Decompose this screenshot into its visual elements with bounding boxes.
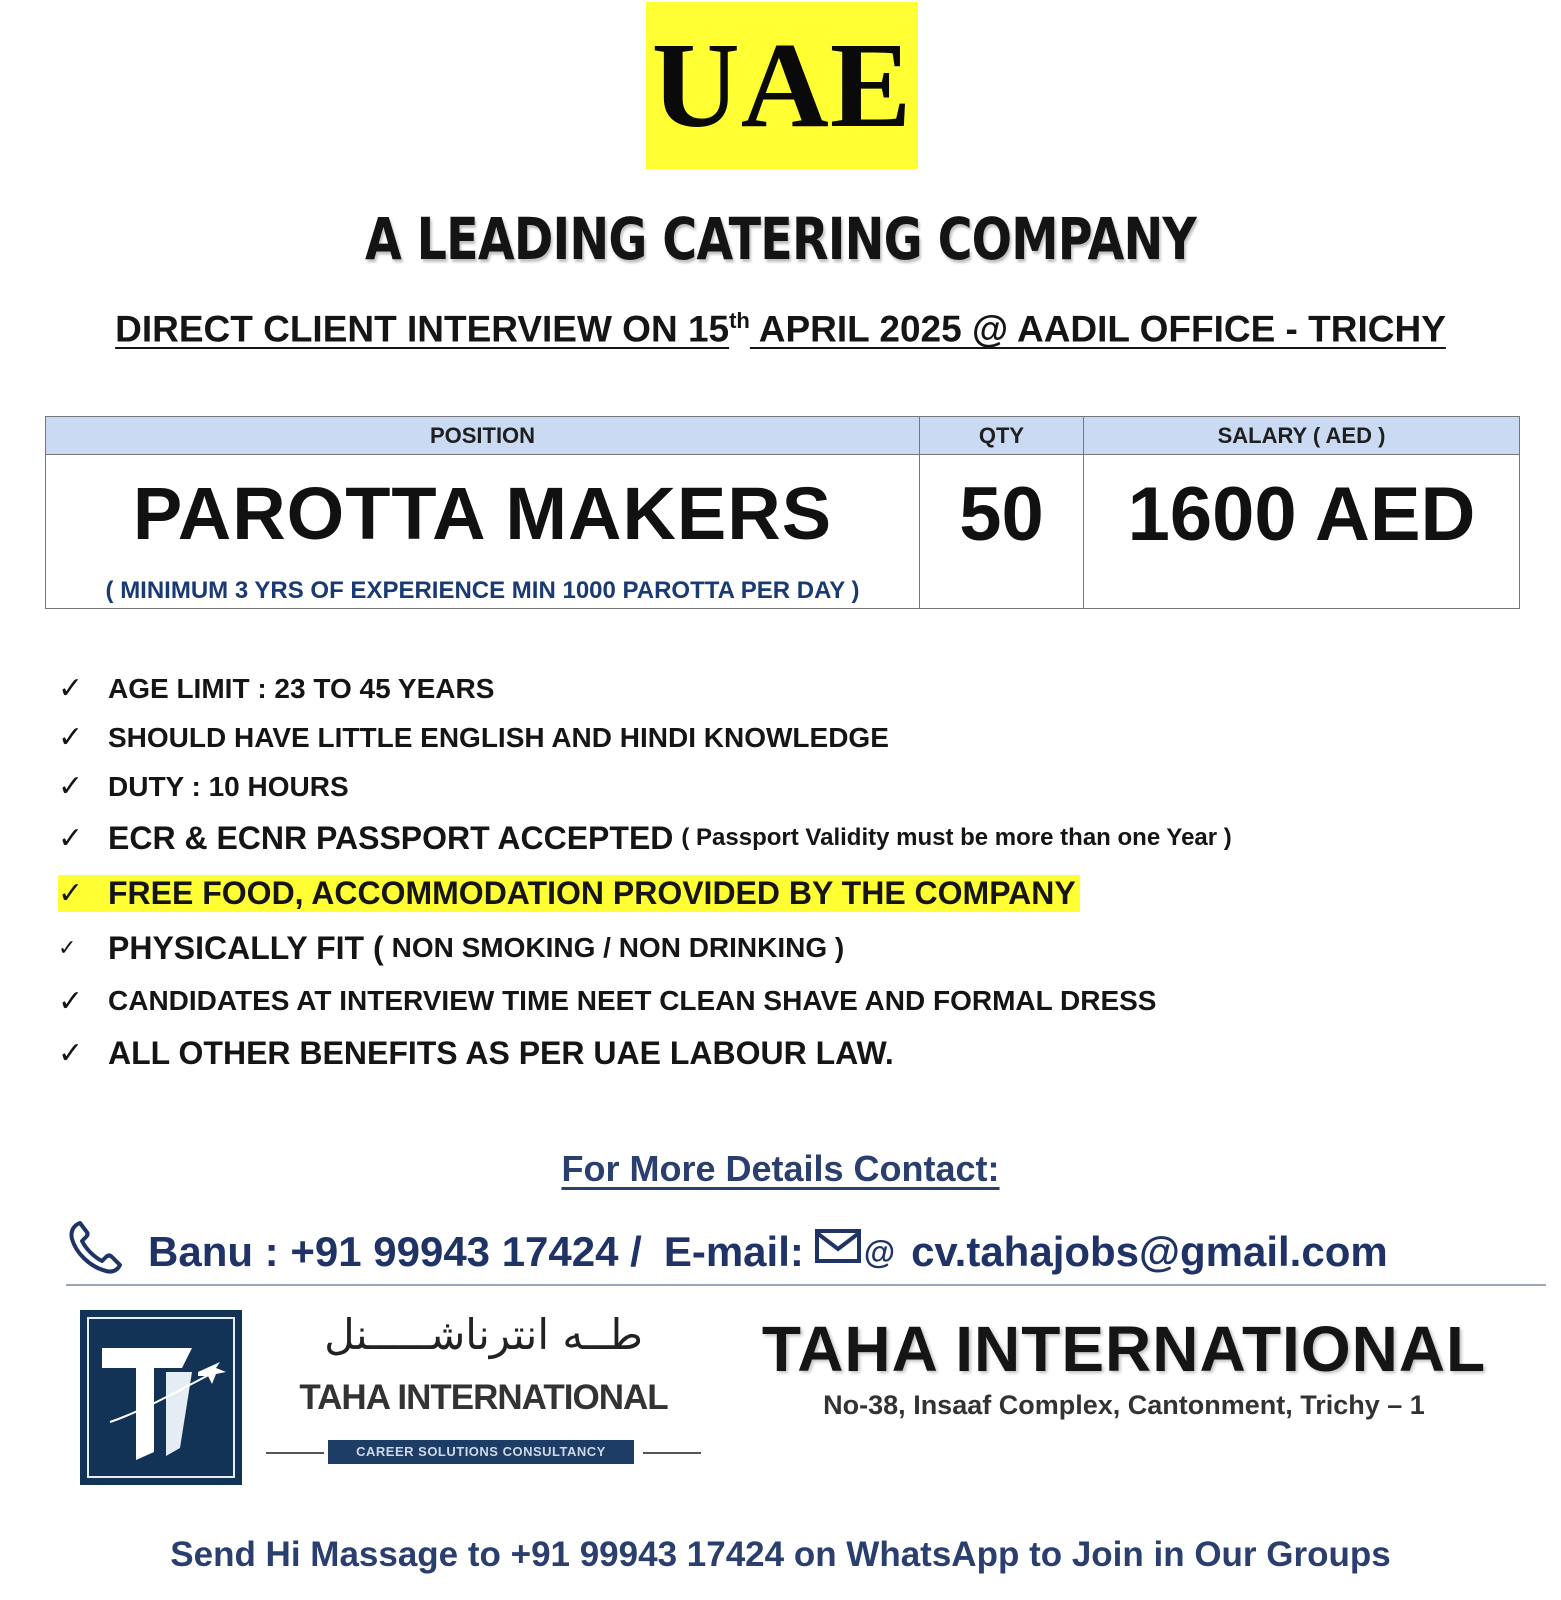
requirement-text: SHOULD HAVE LITTLE ENGLISH AND HINDI KNOWLEDGE [108, 721, 889, 753]
requirement-text: DUTY : 10 HOURS [108, 770, 349, 802]
qty-value: 50 [959, 472, 1044, 557]
interview-text-post: APRIL 2025 @ AADIL OFFICE - TRICHY [749, 308, 1446, 350]
check-icon: ✓ [58, 821, 84, 855]
logo-tagline: CAREER SOLUTIONS CONSULTANCY [328, 1440, 634, 1464]
list-item [58, 921, 1508, 975]
position-note: ( MINIMUM 3 YRS OF EXPERIENCE MIN 1000 PAROTTA PER DAY ) [105, 577, 860, 604]
email-at-symbol: @ [863, 1233, 896, 1270]
requirements-list [58, 664, 1508, 1079]
jobs-table [45, 416, 1520, 609]
salary-value: 1600 AED [1127, 472, 1476, 557]
logo-arabic-name: طــه انترناشـــــنل [324, 1310, 643, 1359]
header-position: POSITION [46, 417, 920, 455]
interview-date-suffix: th [729, 308, 750, 333]
divider [643, 1452, 701, 1454]
check-icon: ✓ [58, 770, 84, 803]
requirement-text: FREE FOOD, ACCOMMODATION PROVIDED BY THE COMPANY [108, 874, 1076, 911]
mail-icon [814, 1227, 864, 1277]
logo-tagline-row [266, 1440, 701, 1466]
brand-name: TAHA INTERNATIONAL [761, 1313, 1487, 1385]
phone-contact: Banu : +91 99943 17424 / [148, 1228, 642, 1275]
list-item [58, 865, 1508, 921]
email-label: E-mail: [663, 1228, 804, 1275]
requirement-note: NON SMOKING / NON DRINKING ) [391, 932, 845, 963]
requirement-text: PHYSICALLY FIT ( [108, 929, 384, 966]
table-header-row [46, 417, 1520, 455]
country-title: UAE [646, 2, 918, 169]
check-icon: ✓ [58, 935, 77, 960]
contact-line [66, 1220, 1546, 1286]
table-row [46, 455, 1520, 609]
salary-cell [1084, 455, 1520, 609]
list-item [58, 664, 1508, 713]
position-title: PAROTTA MAKERS [132, 472, 833, 555]
logo-english-name: TAHA INTERNATIONAL [299, 1378, 668, 1417]
check-icon: ✓ [58, 876, 84, 910]
check-icon: ✓ [58, 721, 84, 754]
requirement-text: AGE LIMIT : 23 TO 45 YEARS [108, 672, 495, 704]
whatsapp-note: Send Hi Massage to +91 99943 17424 on WhatsApp to Join in Our Groups [170, 1535, 1391, 1574]
check-icon: ✓ [58, 1036, 84, 1070]
position-cell [46, 455, 920, 609]
highlighted-requirement [58, 875, 1080, 912]
list-item [58, 713, 1508, 762]
email-address[interactable]: cv.tahajobs@gmail.com [911, 1228, 1388, 1275]
logo-mark-icon [80, 1310, 242, 1485]
requirement-text: CANDIDATES AT INTERVIEW TIME NEET CLEAN SHAVE AND FORMAL DRESS [108, 985, 1157, 1016]
list-item [58, 975, 1508, 1027]
requirement-note: ( Passport Validity must be more than one Year ) [681, 824, 1232, 851]
requirement-text: ECR & ECNR PASSPORT ACCEPTED [108, 819, 674, 856]
requirement-text: ALL OTHER BENEFITS AS PER UAE LABOUR LAW. [108, 1034, 894, 1071]
contact-heading: For More Details Contact: [561, 1148, 1000, 1189]
qty-cell [920, 455, 1084, 609]
header-salary: SALARY ( AED ) [1084, 417, 1520, 455]
header-qty: QTY [920, 417, 1084, 455]
phone-icon [66, 1217, 134, 1287]
interview-text-pre: DIRECT CLIENT INTERVIEW ON 15 [115, 308, 730, 350]
list-item [58, 762, 1508, 811]
taha-logo [80, 1310, 242, 1485]
company-title: A LEADING CATERING COMPANY [364, 205, 1197, 273]
list-item [58, 1027, 1508, 1079]
list-item [58, 811, 1508, 865]
divider [266, 1452, 324, 1454]
check-icon: ✓ [58, 672, 84, 705]
interview-line [0, 308, 1561, 350]
check-icon: ✓ [58, 984, 84, 1018]
brand-address: No-38, Insaaf Complex, Cantonment, Trichy – 1 [823, 1390, 1425, 1420]
